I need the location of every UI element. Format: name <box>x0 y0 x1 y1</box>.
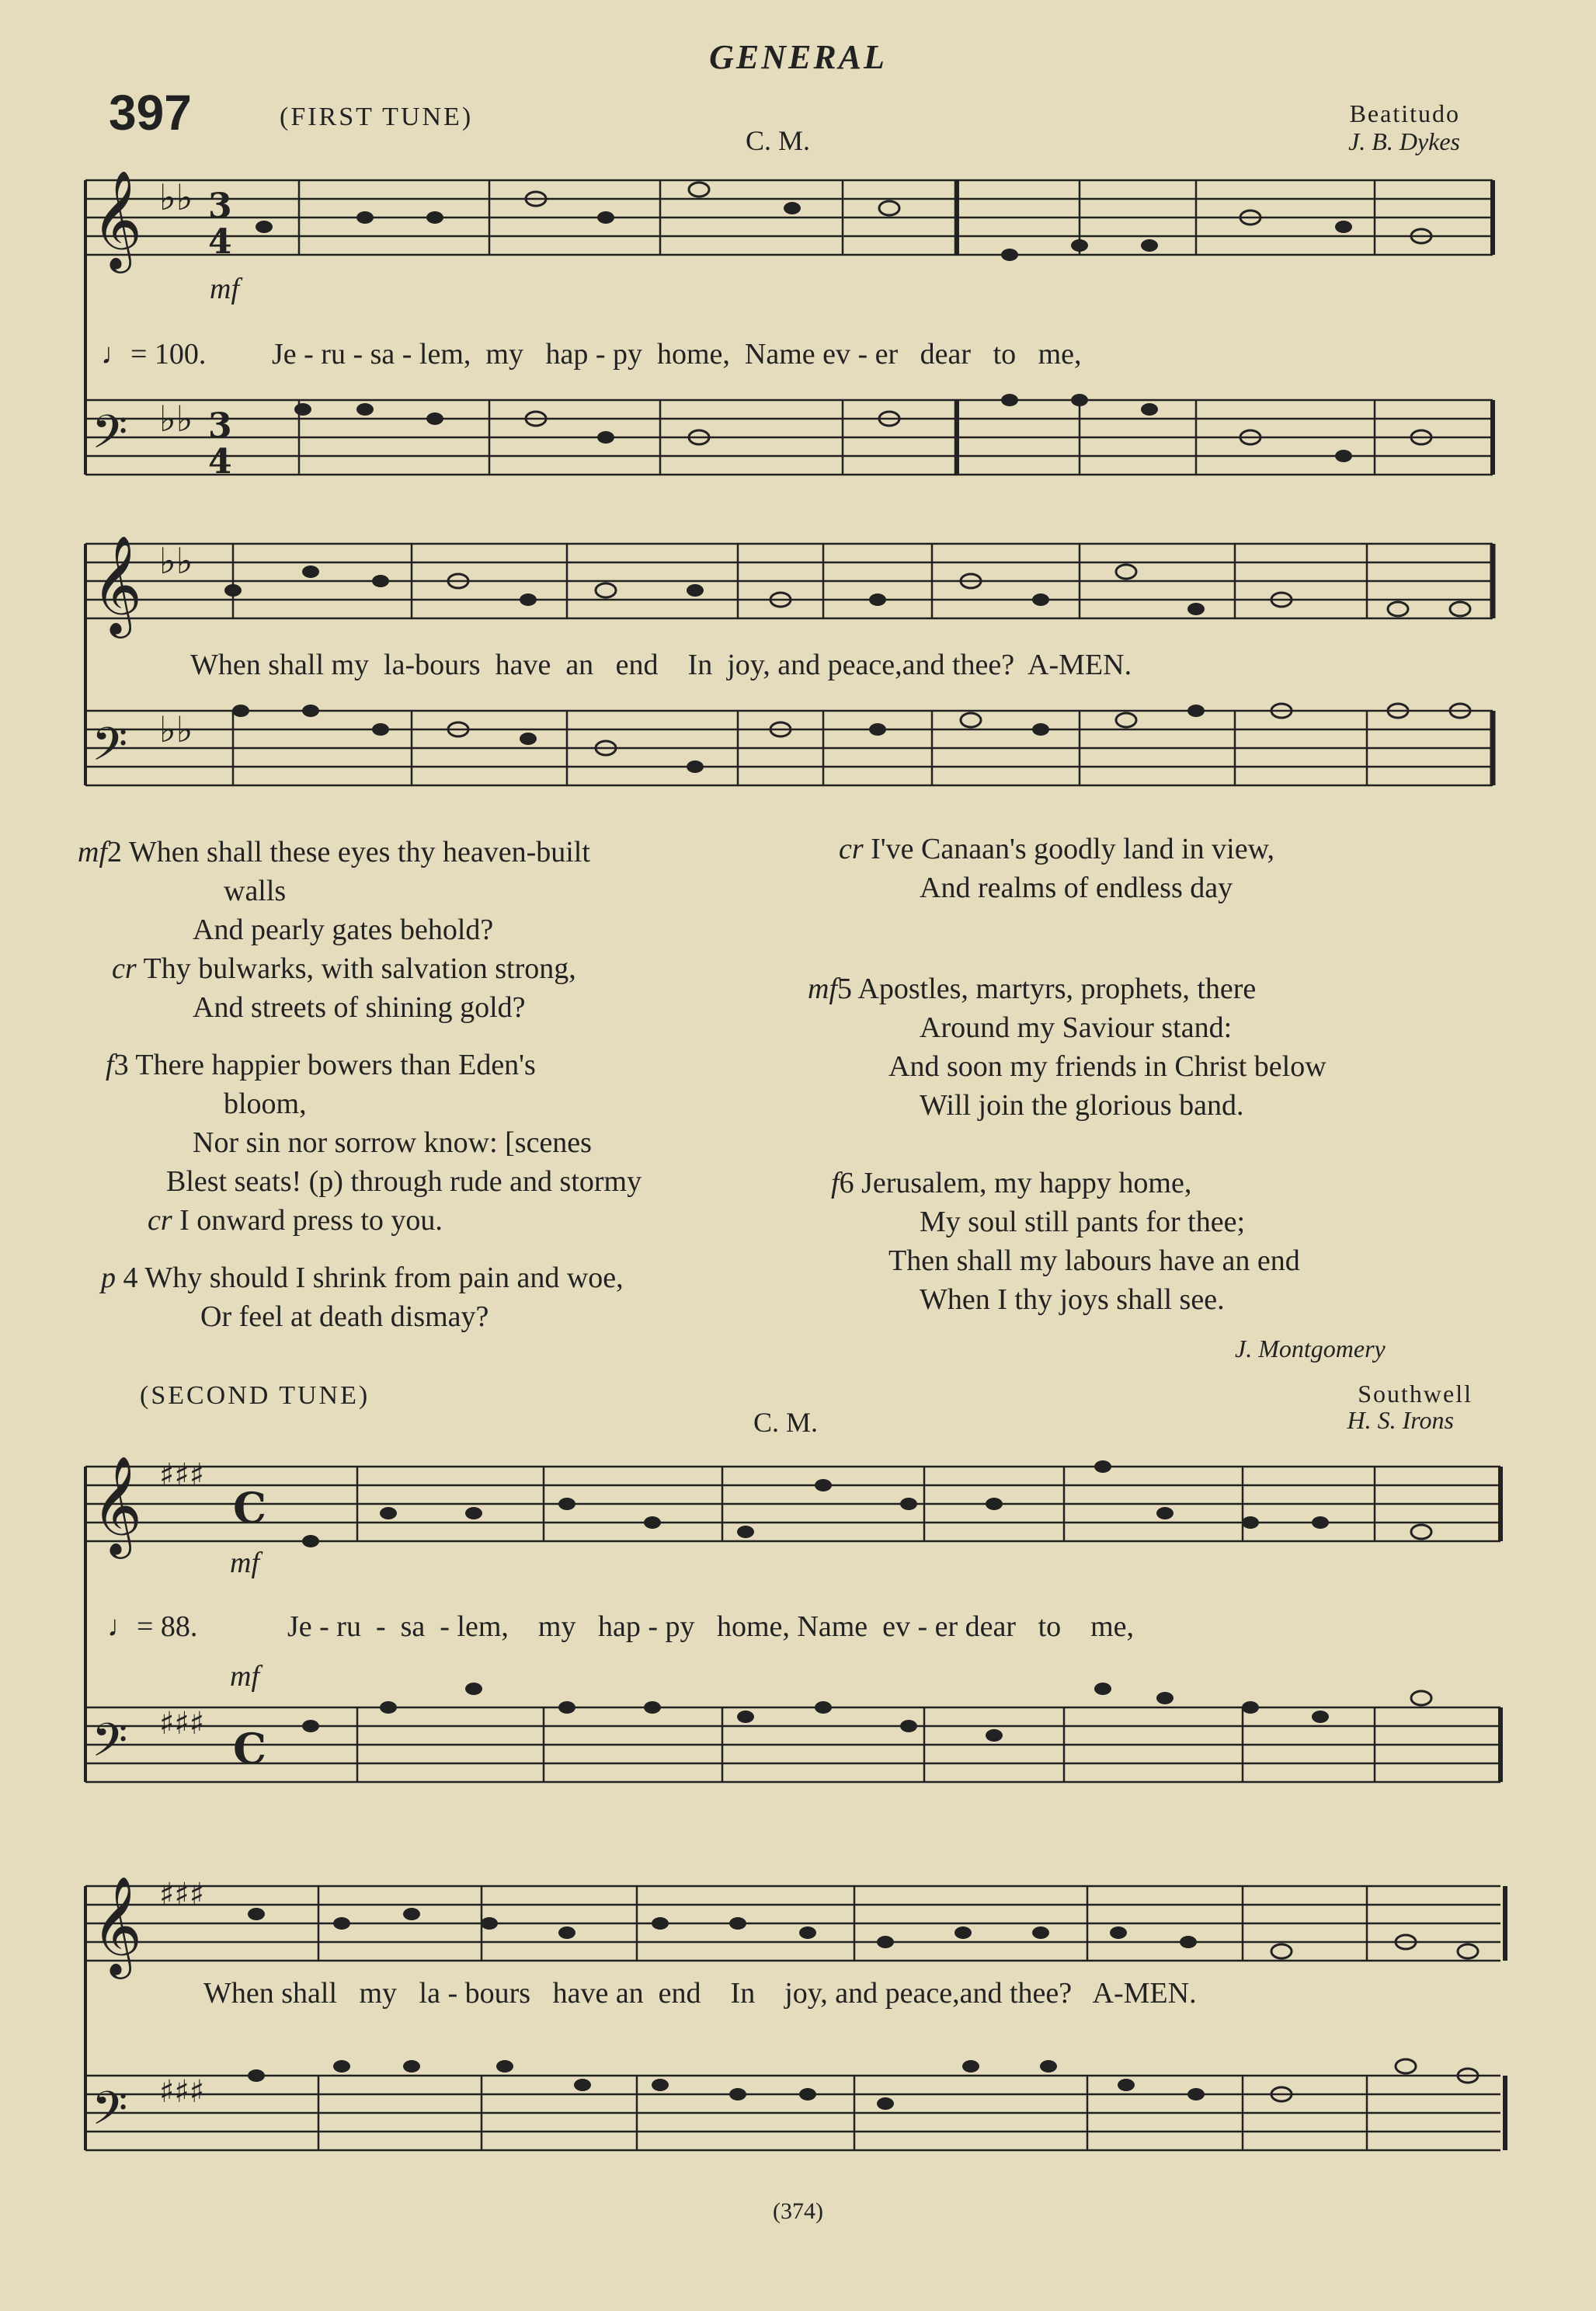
svg-text:𝄞: 𝄞 <box>92 1875 143 1975</box>
verses-right-column <box>808 830 1569 1319</box>
svg-text:4: 4 <box>208 222 232 262</box>
verse-5-line-1: Apostles, martyrs, prophets, there <box>857 973 1257 1005</box>
svg-text:C: C <box>233 1483 266 1533</box>
second-tune-lyric-1: Je - ru - sa - lem, my hap - py home, Name ev - er dear to me, <box>287 1610 1135 1643</box>
verse-5-number: 5 <box>837 973 852 1005</box>
svg-text:𝄞: 𝄞 <box>92 169 143 269</box>
svg-text:𝄞: 𝄞 <box>92 534 143 634</box>
verse-3-line-5: I onward press to you. <box>179 1204 443 1237</box>
second-tune-lyric-2: When shall my la - bours have an end In joy, and peace,and thee? A-MEN. <box>203 1977 1197 2010</box>
first-tune-lyric-1: Je - ru - sa - lem, my hap - py home, Name ev - er dear to me, <box>272 338 1082 371</box>
verse-3-line-3: Nor sin nor sorrow know: [scenes <box>193 1126 592 1159</box>
verse-6-number: 6 <box>839 1167 854 1199</box>
second-tune-tempo: = 88. <box>137 1610 198 1643</box>
verse-3-number: 3 <box>113 1049 129 1081</box>
quarter-note-icon: ♩ <box>101 338 130 371</box>
first-tune-tempo-row <box>101 337 206 371</box>
second-tune-meter: C. M. <box>753 1407 819 1438</box>
verses-left-column <box>78 833 792 1336</box>
verse-4-line-3: I've Canaan's goodly land in view, <box>871 833 1275 865</box>
verse-3-line-1: There happier bowers than Eden's <box>135 1049 536 1081</box>
verse-2-line-3: And pearly gates behold? <box>193 914 494 946</box>
verse-4-line-4: And realms of endless day <box>920 872 1233 904</box>
first-tune-label: (FIRST TUNE) <box>280 103 474 131</box>
verse-3-line-2: bloom, <box>224 1088 307 1120</box>
verse-6-line-1: Jerusalem, my happy home, <box>861 1167 1192 1199</box>
svg-text:♭♭: ♭♭ <box>159 176 193 218</box>
svg-text:𝄢: 𝄢 <box>92 405 128 470</box>
verse-2-line-2: walls <box>224 875 287 907</box>
second-tune-name: Southwell <box>1358 1380 1473 1408</box>
verse-5-line-4: Will join the glorious band. <box>920 1089 1244 1122</box>
quarter-note-icon-2: ♩ <box>107 1610 137 1643</box>
verse-6-line-4: When I thy joys shall see. <box>920 1283 1225 1316</box>
first-tune-composer: J. B. Dykes <box>1348 127 1460 155</box>
second-tune-label: (SECOND TUNE) <box>140 1381 370 1410</box>
verse-2-number: 2 <box>107 836 122 868</box>
verse-5-line-2: Around my Saviour stand: <box>920 1011 1233 1044</box>
svg-text:♭♭: ♭♭ <box>159 540 193 582</box>
svg-text:♯♯♯: ♯♯♯ <box>159 1706 205 1742</box>
first-tune-tempo: = 100. <box>130 338 207 371</box>
svg-text:3: 3 <box>208 406 232 446</box>
svg-text:𝄢: 𝄢 <box>92 717 128 782</box>
verse-2-line-4: Thy bulwarks, with salvation strong, <box>143 952 576 985</box>
first-tune-dynamic: mf <box>210 273 239 305</box>
second-tune-tempo-row <box>107 1610 197 1644</box>
verse-4-dynamic: p <box>101 1262 116 1294</box>
verse-4-line-1: Why should I shrink from pain and woe, <box>144 1262 624 1294</box>
verse-3b-dynamic: cr <box>148 1204 172 1237</box>
verse-6-line-2: My soul still pants for thee; <box>920 1206 1246 1238</box>
svg-text:♯♯♯: ♯♯♯ <box>159 1457 205 1493</box>
verse-2-line-5: And streets of shining gold? <box>193 991 526 1024</box>
first-tune-lyric-2: When shall my la-bours have an end In joy, and peace,and thee? A-MEN. <box>190 649 1132 681</box>
svg-text:C: C <box>233 1724 266 1773</box>
page-number: (374) <box>773 2198 823 2224</box>
svg-text:♭♭: ♭♭ <box>159 708 193 750</box>
second-tune-composer: H. S. Irons <box>1347 1406 1454 1434</box>
verse-4-line-2: Or feel at death dismay? <box>200 1300 489 1333</box>
first-tune-meter: C. M. <box>746 125 811 156</box>
verse-2-dynamic: mf <box>78 836 107 868</box>
svg-text:4: 4 <box>208 442 232 482</box>
verse-4b-dynamic: cr <box>839 833 864 865</box>
verse-2b-dynamic: cr <box>112 952 137 985</box>
verse-3-line-4: Blest seats! (p) through rude and stormy <box>166 1165 642 1198</box>
verse-6-dynamic: f <box>831 1167 840 1199</box>
verse-5-dynamic: mf <box>808 973 837 1005</box>
svg-text:𝄞: 𝄞 <box>92 1455 143 1554</box>
svg-text:3: 3 <box>208 186 232 226</box>
hymn-number: 397 <box>109 85 192 141</box>
svg-text:𝄢: 𝄢 <box>92 1713 128 1778</box>
second-tune-bass-dynamic: mf <box>230 1660 259 1693</box>
verse-2-line-1: When shall these eyes thy heaven-built <box>128 836 590 868</box>
svg-text:♭♭: ♭♭ <box>159 398 193 440</box>
verse-3-dynamic: f <box>106 1049 114 1081</box>
svg-text:♯♯♯: ♯♯♯ <box>159 1877 205 1912</box>
verse-4-number: 4 <box>123 1262 138 1294</box>
svg-text:𝄢: 𝄢 <box>92 2081 128 2146</box>
verse-6-line-3: Then shall my labours have an end <box>888 1244 1300 1277</box>
second-tune-dynamic: mf <box>230 1547 259 1579</box>
author-attribution: J. Montgomery <box>1235 1335 1386 1363</box>
verse-5-line-3: And soon my friends in Christ below <box>888 1050 1327 1083</box>
first-tune-name: Beatitudo <box>1349 99 1460 127</box>
svg-text:♯♯♯: ♯♯♯ <box>159 2074 205 2110</box>
page-title: GENERAL <box>709 38 887 76</box>
